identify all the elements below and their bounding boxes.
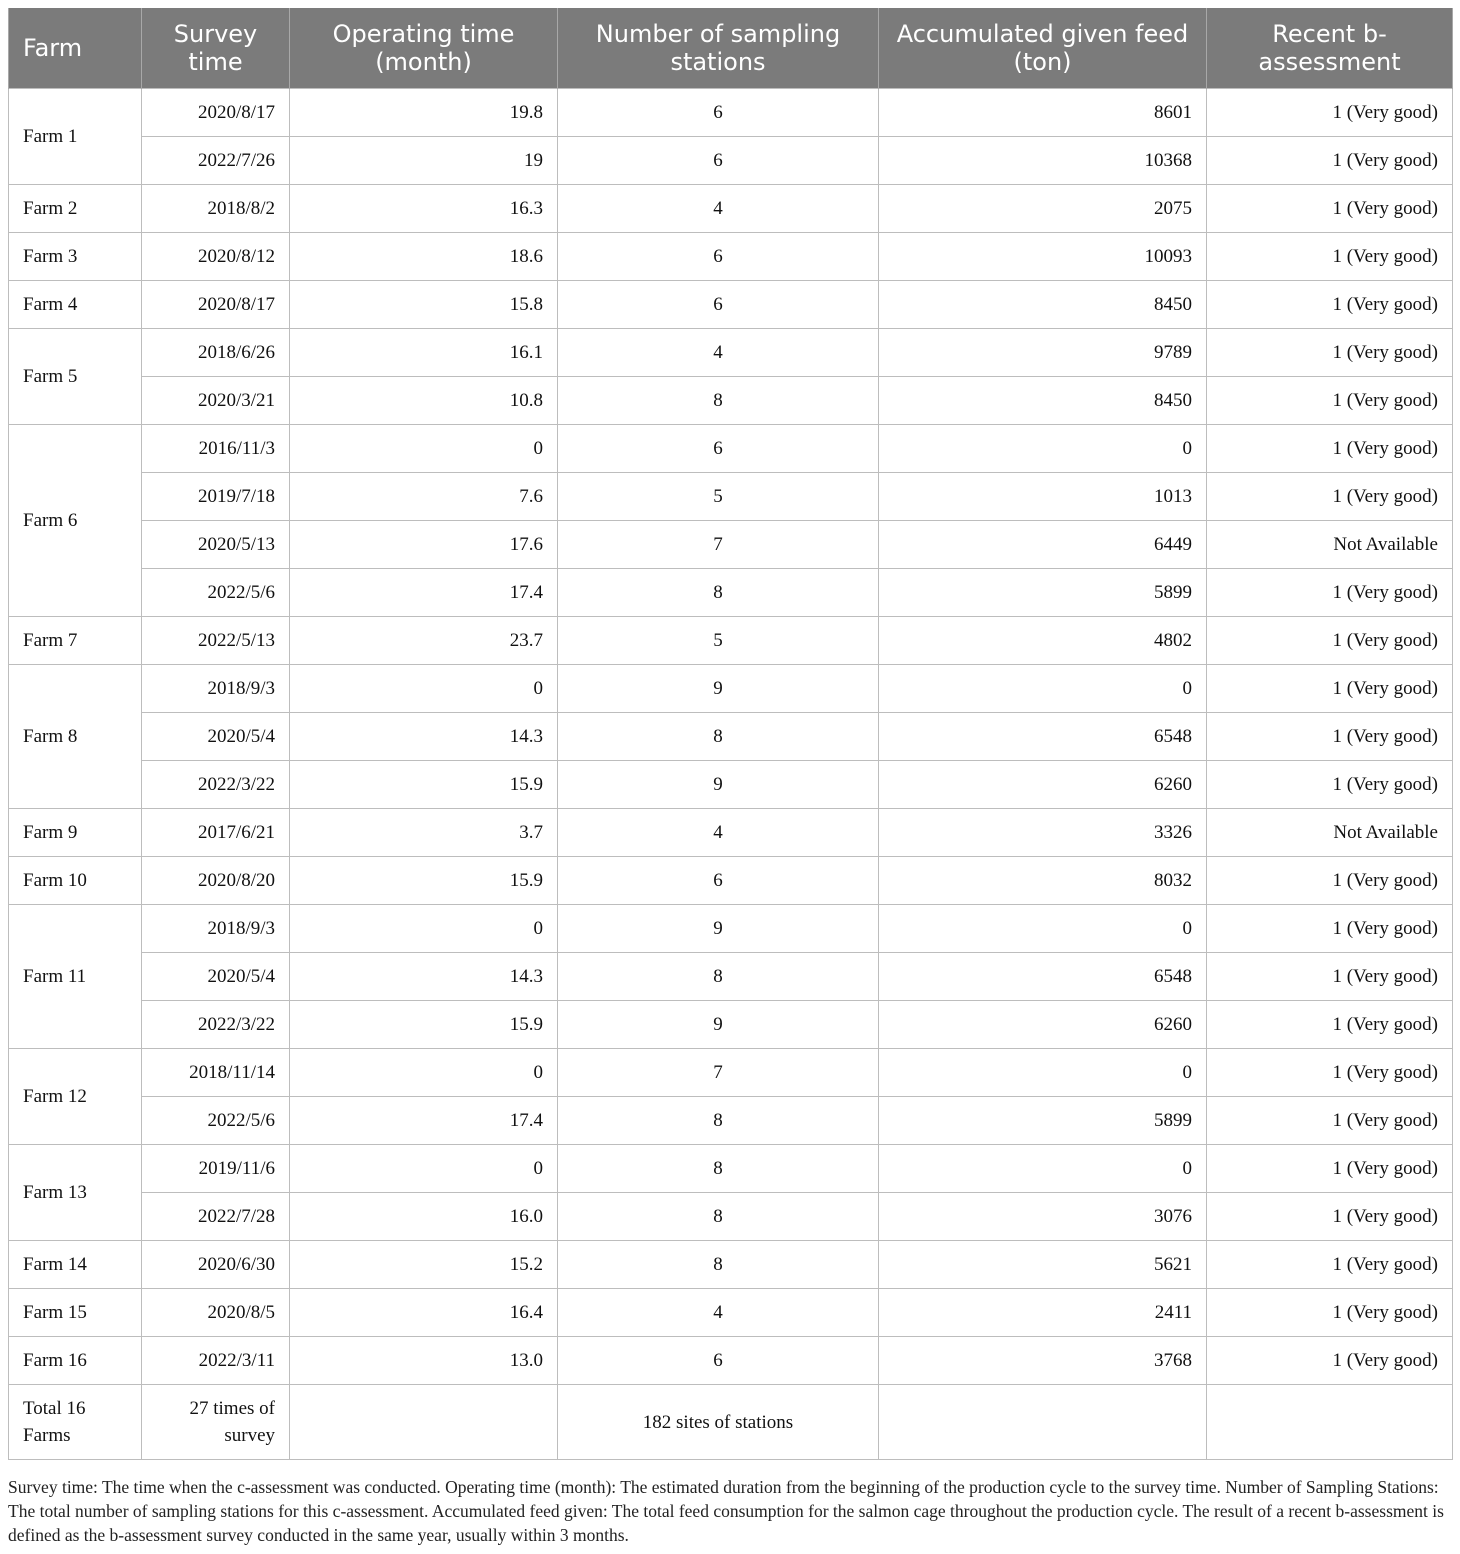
cell-farm: Farm 3 xyxy=(9,233,142,281)
cell-accumulated-feed: 0 xyxy=(879,425,1207,473)
cell-operating-time: 15.8 xyxy=(290,281,558,329)
cell-operating-time: 17.6 xyxy=(290,521,558,569)
cell-survey-time: 2018/6/26 xyxy=(142,329,290,377)
cell-survey-time: 2020/8/17 xyxy=(142,89,290,137)
cell-survey-time: 2018/9/3 xyxy=(142,905,290,953)
cell-operating-time: 19 xyxy=(290,137,558,185)
farm-survey-table xyxy=(8,8,1453,1460)
cell-accumulated-feed: 0 xyxy=(879,1145,1207,1193)
cell-b-assessment: 1 (Very good) xyxy=(1207,233,1453,281)
cell-operating-time: 0 xyxy=(290,665,558,713)
table-footnote: Survey time: The time when the c-assessment was conducted. Operating time (month): The estimated duration from the beginning of the production cycle to the survey time. Number of Sampling Stations: The total number of sampling stations for this c-assessment. Accumulated feed given: The total feed consumption for the salmon cage throughout the production cycle. The result of a recent b-assessment is defined as the b-assessment survey conducted in the same year, usually within 3 months. xyxy=(8,1477,1444,1545)
cell-sampling-stations: 8 xyxy=(558,1097,879,1145)
cell-accumulated-feed: 3326 xyxy=(879,809,1207,857)
cell-b-assessment: 1 (Very good) xyxy=(1207,1049,1453,1097)
cell-survey-time: 2020/5/4 xyxy=(142,953,290,1001)
total-row xyxy=(9,1385,1453,1460)
cell-b-assessment: 1 (Very good) xyxy=(1207,761,1453,809)
table-row xyxy=(9,1001,1453,1049)
cell-operating-time: 15.9 xyxy=(290,1001,558,1049)
cell-operating-time: 7.6 xyxy=(290,473,558,521)
cell-accumulated-feed: 2411 xyxy=(879,1289,1207,1337)
table-row xyxy=(9,425,1453,473)
cell-accumulated-feed: 0 xyxy=(879,665,1207,713)
cell-sampling-stations: 7 xyxy=(558,521,879,569)
header-b-assessment: Recent b-assessment xyxy=(1207,8,1453,89)
cell-survey-time: 2018/9/3 xyxy=(142,665,290,713)
cell-sampling-stations: 6 xyxy=(558,425,879,473)
cell-operating-time: 3.7 xyxy=(290,809,558,857)
header-sampling-stations: Number of sampling stations xyxy=(558,8,879,89)
cell-accumulated-feed: 8601 xyxy=(879,89,1207,137)
table-row xyxy=(9,1145,1453,1193)
cell-operating-time: 13.0 xyxy=(290,1337,558,1385)
cell-survey-time: 2018/8/2 xyxy=(142,185,290,233)
header-farm: Farm xyxy=(9,8,142,89)
cell-b-assessment: 1 (Very good) xyxy=(1207,137,1453,185)
cell-survey-time: 2022/5/13 xyxy=(142,617,290,665)
cell-survey-time: 2022/7/28 xyxy=(142,1193,290,1241)
table-row xyxy=(9,1097,1453,1145)
cell-survey-time: 2020/5/4 xyxy=(142,713,290,761)
cell-farm: Farm 12 xyxy=(9,1049,142,1145)
table-row xyxy=(9,569,1453,617)
cell-sampling-stations: 9 xyxy=(558,761,879,809)
total-operating-time xyxy=(290,1385,558,1460)
cell-b-assessment: 1 (Very good) xyxy=(1207,1145,1453,1193)
cell-survey-time: 2022/5/6 xyxy=(142,569,290,617)
table-row xyxy=(9,521,1453,569)
total-stations: 182 sites of stations xyxy=(558,1385,879,1460)
table-row xyxy=(9,1241,1453,1289)
cell-sampling-stations: 6 xyxy=(558,281,879,329)
cell-b-assessment: 1 (Very good) xyxy=(1207,713,1453,761)
cell-b-assessment: 1 (Very good) xyxy=(1207,569,1453,617)
cell-farm: Farm 14 xyxy=(9,1241,142,1289)
cell-survey-time: 2020/8/12 xyxy=(142,233,290,281)
cell-accumulated-feed: 8450 xyxy=(879,377,1207,425)
cell-accumulated-feed: 8450 xyxy=(879,281,1207,329)
header-row xyxy=(9,8,1453,89)
cell-operating-time: 10.8 xyxy=(290,377,558,425)
total-farms: Total 16 Farms xyxy=(9,1385,142,1460)
cell-operating-time: 0 xyxy=(290,905,558,953)
table-row xyxy=(9,905,1453,953)
cell-survey-time: 2019/11/6 xyxy=(142,1145,290,1193)
cell-sampling-stations: 8 xyxy=(558,569,879,617)
cell-b-assessment: 1 (Very good) xyxy=(1207,1001,1453,1049)
table-row xyxy=(9,281,1453,329)
cell-sampling-stations: 6 xyxy=(558,89,879,137)
cell-sampling-stations: 9 xyxy=(558,665,879,713)
table-row xyxy=(9,1289,1453,1337)
cell-survey-time: 2019/7/18 xyxy=(142,473,290,521)
cell-farm: Farm 6 xyxy=(9,425,142,617)
cell-farm: Farm 4 xyxy=(9,281,142,329)
cell-survey-time: 2022/5/6 xyxy=(142,1097,290,1145)
cell-sampling-stations: 4 xyxy=(558,809,879,857)
cell-operating-time: 15.9 xyxy=(290,857,558,905)
cell-sampling-stations: 6 xyxy=(558,233,879,281)
cell-b-assessment: 1 (Very good) xyxy=(1207,425,1453,473)
total-feed xyxy=(879,1385,1207,1460)
table-row xyxy=(9,377,1453,425)
cell-b-assessment: 1 (Very good) xyxy=(1207,665,1453,713)
cell-accumulated-feed: 4802 xyxy=(879,617,1207,665)
cell-sampling-stations: 8 xyxy=(558,713,879,761)
table-row xyxy=(9,137,1453,185)
table-row xyxy=(9,1193,1453,1241)
cell-sampling-stations: 9 xyxy=(558,905,879,953)
cell-sampling-stations: 8 xyxy=(558,1241,879,1289)
cell-survey-time: 2020/5/13 xyxy=(142,521,290,569)
cell-operating-time: 17.4 xyxy=(290,1097,558,1145)
cell-survey-time: 2022/7/26 xyxy=(142,137,290,185)
cell-sampling-stations: 4 xyxy=(558,1289,879,1337)
cell-operating-time: 0 xyxy=(290,1145,558,1193)
cell-b-assessment: Not Available xyxy=(1207,521,1453,569)
header-accumulated-feed: Accumulated given feed (ton) xyxy=(879,8,1207,89)
cell-farm: Farm 16 xyxy=(9,1337,142,1385)
cell-accumulated-feed: 0 xyxy=(879,905,1207,953)
cell-sampling-stations: 4 xyxy=(558,329,879,377)
cell-sampling-stations: 5 xyxy=(558,473,879,521)
cell-sampling-stations: 7 xyxy=(558,1049,879,1097)
cell-b-assessment: 1 (Very good) xyxy=(1207,377,1453,425)
cell-survey-time: 2022/3/22 xyxy=(142,1001,290,1049)
cell-accumulated-feed: 10093 xyxy=(879,233,1207,281)
cell-survey-time: 2020/3/21 xyxy=(142,377,290,425)
cell-accumulated-feed: 9789 xyxy=(879,329,1207,377)
cell-farm: Farm 7 xyxy=(9,617,142,665)
cell-accumulated-feed: 8032 xyxy=(879,857,1207,905)
cell-farm: Farm 15 xyxy=(9,1289,142,1337)
cell-operating-time: 15.9 xyxy=(290,761,558,809)
cell-operating-time: 0 xyxy=(290,425,558,473)
cell-survey-time: 2016/11/3 xyxy=(142,425,290,473)
header-operating-time: Operating time (month) xyxy=(290,8,558,89)
cell-accumulated-feed: 5899 xyxy=(879,569,1207,617)
table-row xyxy=(9,665,1453,713)
cell-b-assessment: 1 (Very good) xyxy=(1207,1241,1453,1289)
table-row xyxy=(9,89,1453,137)
cell-sampling-stations: 6 xyxy=(558,137,879,185)
cell-operating-time: 16.4 xyxy=(290,1289,558,1337)
cell-farm: Farm 13 xyxy=(9,1145,142,1241)
table-row xyxy=(9,617,1453,665)
cell-accumulated-feed: 6548 xyxy=(879,713,1207,761)
cell-b-assessment: 1 (Very good) xyxy=(1207,329,1453,377)
cell-accumulated-feed: 3076 xyxy=(879,1193,1207,1241)
cell-sampling-stations: 8 xyxy=(558,377,879,425)
cell-accumulated-feed: 5621 xyxy=(879,1241,1207,1289)
cell-sampling-stations: 5 xyxy=(558,617,879,665)
table-row xyxy=(9,185,1453,233)
cell-accumulated-feed: 0 xyxy=(879,1049,1207,1097)
cell-accumulated-feed: 5899 xyxy=(879,1097,1207,1145)
cell-survey-time: 2017/6/21 xyxy=(142,809,290,857)
cell-b-assessment: Not Available xyxy=(1207,809,1453,857)
total-b-assessment xyxy=(1207,1385,1453,1460)
cell-operating-time: 16.3 xyxy=(290,185,558,233)
cell-b-assessment: 1 (Very good) xyxy=(1207,1193,1453,1241)
cell-sampling-stations: 8 xyxy=(558,1193,879,1241)
cell-sampling-stations: 9 xyxy=(558,1001,879,1049)
cell-sampling-stations: 6 xyxy=(558,1337,879,1385)
cell-survey-time: 2018/11/14 xyxy=(142,1049,290,1097)
table-row xyxy=(9,809,1453,857)
cell-farm: Farm 1 xyxy=(9,89,142,185)
cell-survey-time: 2020/8/17 xyxy=(142,281,290,329)
cell-b-assessment: 1 (Very good) xyxy=(1207,953,1453,1001)
total-surveys: 27 times of survey xyxy=(142,1385,290,1460)
table-row xyxy=(9,1049,1453,1097)
cell-operating-time: 17.4 xyxy=(290,569,558,617)
cell-accumulated-feed: 6260 xyxy=(879,761,1207,809)
cell-operating-time: 23.7 xyxy=(290,617,558,665)
table-header xyxy=(9,8,1453,89)
cell-operating-time: 14.3 xyxy=(290,953,558,1001)
cell-survey-time: 2020/6/30 xyxy=(142,1241,290,1289)
cell-sampling-stations: 6 xyxy=(558,857,879,905)
cell-farm: Farm 2 xyxy=(9,185,142,233)
cell-b-assessment: 1 (Very good) xyxy=(1207,281,1453,329)
cell-farm: Farm 11 xyxy=(9,905,142,1049)
table-body xyxy=(9,89,1453,1460)
cell-accumulated-feed: 3768 xyxy=(879,1337,1207,1385)
cell-operating-time: 0 xyxy=(290,1049,558,1097)
cell-operating-time: 14.3 xyxy=(290,713,558,761)
cell-accumulated-feed: 6548 xyxy=(879,953,1207,1001)
cell-b-assessment: 1 (Very good) xyxy=(1207,89,1453,137)
cell-farm: Farm 8 xyxy=(9,665,142,809)
cell-sampling-stations: 8 xyxy=(558,953,879,1001)
cell-b-assessment: 1 (Very good) xyxy=(1207,185,1453,233)
cell-farm: Farm 5 xyxy=(9,329,142,425)
cell-accumulated-feed: 6260 xyxy=(879,1001,1207,1049)
cell-survey-time: 2020/8/5 xyxy=(142,1289,290,1337)
cell-operating-time: 15.2 xyxy=(290,1241,558,1289)
table-row xyxy=(9,761,1453,809)
cell-b-assessment: 1 (Very good) xyxy=(1207,1097,1453,1145)
cell-survey-time: 2022/3/22 xyxy=(142,761,290,809)
cell-survey-time: 2022/3/11 xyxy=(142,1337,290,1385)
table-row xyxy=(9,473,1453,521)
cell-accumulated-feed: 1013 xyxy=(879,473,1207,521)
cell-farm: Farm 9 xyxy=(9,809,142,857)
cell-b-assessment: 1 (Very good) xyxy=(1207,1337,1453,1385)
cell-farm: Farm 10 xyxy=(9,857,142,905)
cell-b-assessment: 1 (Very good) xyxy=(1207,905,1453,953)
cell-b-assessment: 1 (Very good) xyxy=(1207,617,1453,665)
cell-operating-time: 19.8 xyxy=(290,89,558,137)
cell-operating-time: 16.1 xyxy=(290,329,558,377)
table-row xyxy=(9,1337,1453,1385)
table-row xyxy=(9,233,1453,281)
cell-sampling-stations: 8 xyxy=(558,1145,879,1193)
cell-accumulated-feed: 2075 xyxy=(879,185,1207,233)
cell-accumulated-feed: 6449 xyxy=(879,521,1207,569)
cell-b-assessment: 1 (Very good) xyxy=(1207,1289,1453,1337)
cell-accumulated-feed: 10368 xyxy=(879,137,1207,185)
cell-survey-time: 2020/8/20 xyxy=(142,857,290,905)
cell-operating-time: 18.6 xyxy=(290,233,558,281)
cell-operating-time: 16.0 xyxy=(290,1193,558,1241)
header-survey-time: Survey time xyxy=(142,8,290,89)
table-row xyxy=(9,953,1453,1001)
cell-sampling-stations: 4 xyxy=(558,185,879,233)
cell-b-assessment: 1 (Very good) xyxy=(1207,857,1453,905)
table-row xyxy=(9,329,1453,377)
table-row xyxy=(9,857,1453,905)
table-row xyxy=(9,713,1453,761)
cell-b-assessment: 1 (Very good) xyxy=(1207,473,1453,521)
